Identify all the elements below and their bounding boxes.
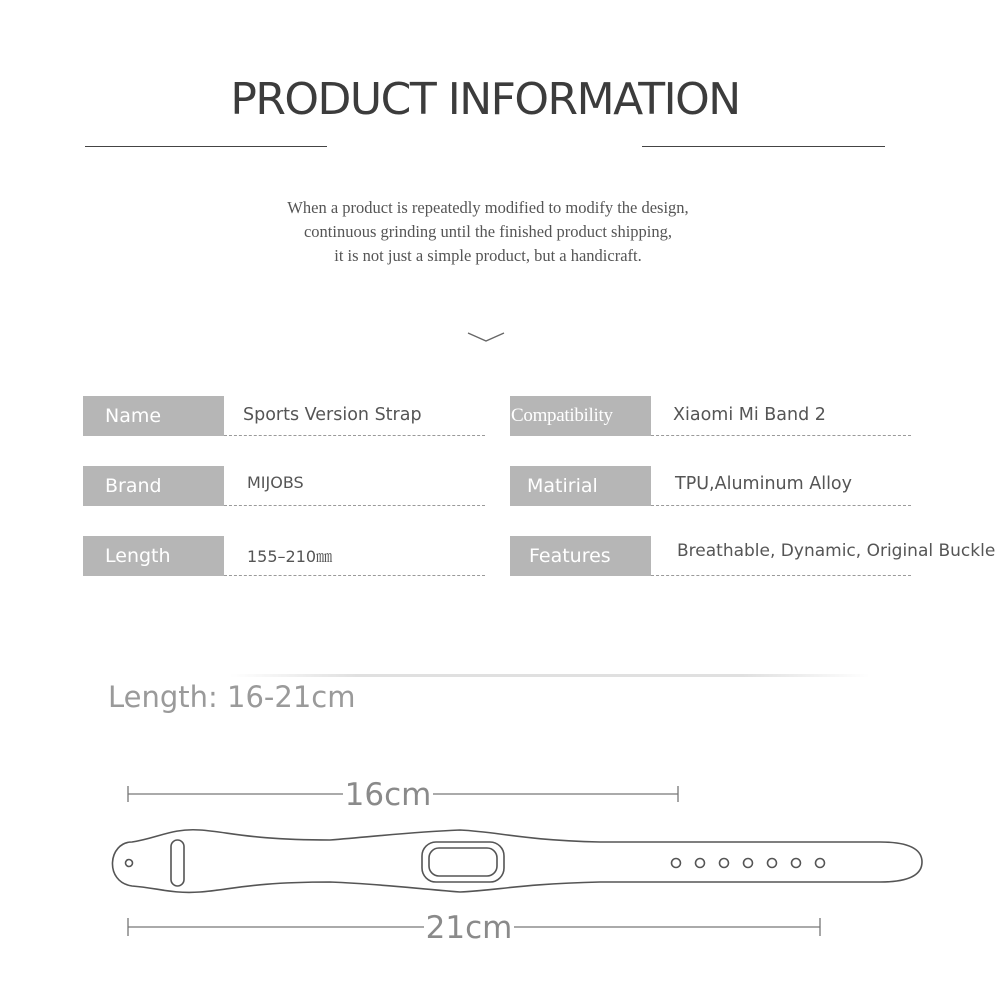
spec-dash-length — [224, 575, 485, 576]
spec-value-length: 155–210㎜ — [247, 547, 333, 566]
spec-dash-brand — [224, 505, 485, 506]
dimension-line-16cm — [128, 777, 678, 813]
dimension-line-21cm — [128, 910, 820, 946]
spec-label-brand: Brand — [83, 466, 224, 506]
strap-outline — [112, 830, 922, 893]
intro-line-2: continuous grinding until the finished product shipping, — [303, 222, 672, 241]
spec-dash-material — [651, 505, 911, 506]
dimension-label-21cm: 21cm — [425, 910, 513, 946]
page-title: PRODUCT INFORMATION — [230, 74, 740, 125]
spec-label-length: Length — [83, 536, 224, 576]
spec-label-features: Features — [510, 536, 651, 576]
strap-diagram — [0, 760, 1001, 1001]
spec-label-material: Matirial — [510, 466, 651, 506]
title-rule-right — [642, 146, 885, 147]
chevron-down-icon — [466, 330, 506, 344]
spec-value-brand: MIJOBS — [247, 473, 304, 492]
dimension-label-16cm: 16cm — [344, 777, 432, 813]
section-divider — [230, 674, 870, 677]
spec-dash-features — [651, 575, 911, 576]
title-rule-left — [85, 146, 327, 147]
spec-dash-name — [224, 435, 485, 436]
spec-value-features: Breathable, Dynamic, Original Buckle — [677, 541, 996, 561]
intro-line-1: When a product is repeatedly modified to modify the design, — [287, 198, 689, 217]
spec-label-name: Name — [83, 396, 224, 436]
spec-value-name: Sports Version Strap — [243, 405, 422, 425]
spec-label-compatibility: Compatibility — [510, 396, 651, 436]
length-title: Length: 16-21cm — [108, 680, 356, 714]
spec-dash-compatibility — [651, 435, 911, 436]
intro-line-3: it is not just a simple product, but a handicraft. — [334, 246, 642, 265]
spec-value-material: TPU,Aluminum Alloy — [675, 474, 852, 494]
intro-text — [0, 196, 976, 268]
spec-value-compatibility: Xiaomi Mi Band 2 — [673, 405, 826, 425]
